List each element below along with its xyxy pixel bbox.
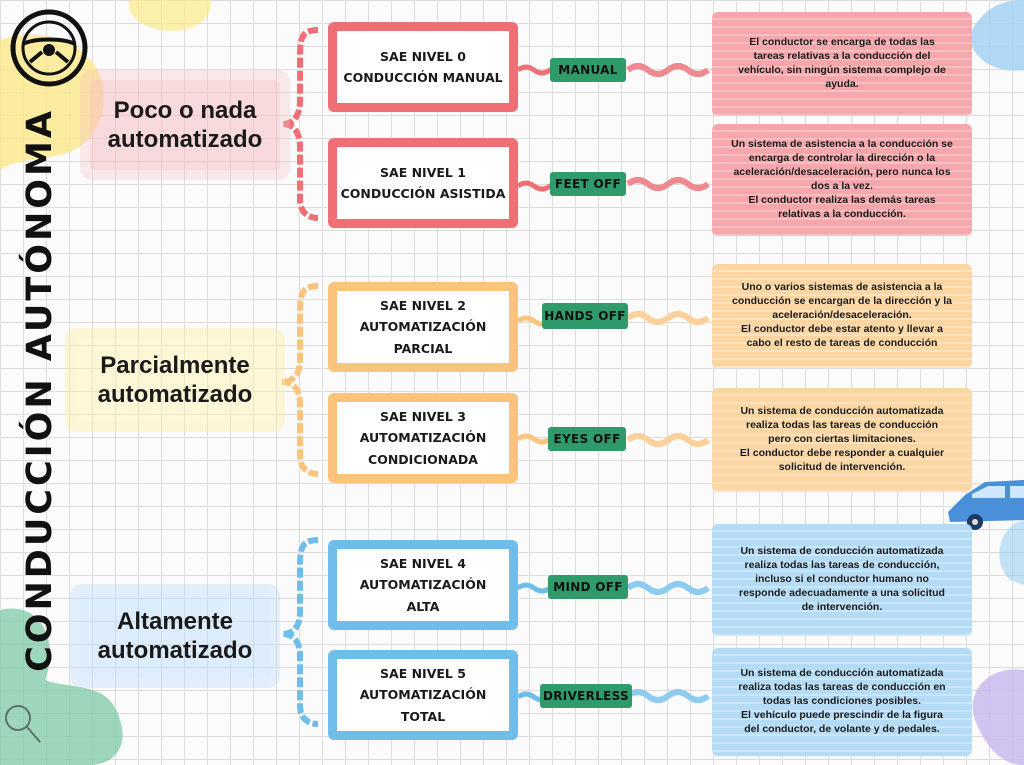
level-title: SAE NIVEL 0 xyxy=(380,48,466,64)
badge-mind-off: MIND OFF xyxy=(548,575,628,599)
level-title: SAE NIVEL 2 xyxy=(380,298,466,314)
main-title: CONDUCCIÓN AUTÓNOMA xyxy=(20,108,60,672)
level-title: SAE NIVEL 4 xyxy=(380,556,466,572)
desc-text: El conductor se encarga de todas las tareas relativas a la conducción del vehículo, sin ningún sistema complejo de ayuda. xyxy=(738,36,946,90)
badge-eyes-off: EYES OFF xyxy=(548,427,626,451)
level-subtitle: AUTOMATIZACIÓN xyxy=(359,577,487,593)
brace-red xyxy=(282,30,318,218)
desc-level-4 xyxy=(712,524,972,636)
desc-level-5 xyxy=(712,648,972,756)
level-subtitle: CONDUCCIÓN ASISTIDA xyxy=(340,186,506,201)
level-subtitle-2: CONDICIONADA xyxy=(368,451,478,467)
group-label-text: Parcialmente automatizado xyxy=(97,351,253,408)
group-label-alto xyxy=(80,594,270,678)
level-2-box xyxy=(328,282,518,372)
level-subtitle: AUTOMATIZACIÓN xyxy=(359,319,487,335)
desc-level-3 xyxy=(712,388,972,492)
level-subtitle-2: PARCIAL xyxy=(393,340,453,356)
level-subtitle-2: ALTA xyxy=(406,598,440,614)
level-title: SAE NIVEL 3 xyxy=(380,409,466,425)
group-label-parcial xyxy=(75,338,275,422)
blob-blue-bottom-right xyxy=(999,520,1024,585)
desc-text: Un sistema de asistencia a la conducción se encarga de controlar la dirección o la aceleración/desaceleración, pero nunca los dos a la vez. El conductor realiza las demás tareas relativas a la conducción. xyxy=(731,138,953,220)
level-subtitle: CONDUCCIÓN MANUAL xyxy=(343,70,503,85)
group-label-poco xyxy=(90,80,280,170)
desc-text: Un sistema de conducción automatizada realiza todas las tareas de conducción en todas las condiciones posibles. El vehículo puede prescindir de la figura del conductor, de volante y de pedales. xyxy=(738,667,946,735)
desc-level-1 xyxy=(712,124,972,236)
level-title: SAE NIVEL 1 xyxy=(380,164,466,180)
badge-feet-off: FEET OFF xyxy=(550,172,626,196)
blob-purple-bottom-right xyxy=(973,669,1024,765)
level-subtitle-2: TOTAL xyxy=(400,708,446,724)
group-label-text: Altamente automatizado xyxy=(97,607,253,664)
desc-text: Uno o varios sistemas de asistencia a la conducción se encargan de la dirección y la aceleración/desaceleración. El conductor debe estar atento y llevar a cabo el resto de tareas de conducción xyxy=(732,281,952,349)
steering-wheel-icon xyxy=(13,12,85,84)
level-subtitle: AUTOMATIZACIÓN xyxy=(359,430,487,446)
desc-level-2 xyxy=(712,264,972,368)
brace-orange xyxy=(282,286,318,474)
level-4-box xyxy=(328,540,518,630)
badge-driverless: DRIVERLESS xyxy=(540,684,632,708)
blob-blue-top-right xyxy=(971,0,1024,71)
level-0-box xyxy=(328,22,518,112)
badge-manual: MANUAL xyxy=(550,58,626,82)
badge-hands-off: HANDS OFF xyxy=(542,303,628,329)
level-1-box xyxy=(328,138,518,228)
group-label-text: Poco o nada automatizado xyxy=(107,96,263,153)
desc-text: Un sistema de conducción automatizada realiza todas las tareas de conducción pero con ciertas limitaciones. El conductor debe responder a cualquier solicitud de intervención. xyxy=(739,405,945,473)
blob-yellow-top xyxy=(129,0,211,31)
level-title: SAE NIVEL 5 xyxy=(380,666,466,682)
desc-text: Un sistema de conducción automatizada realiza todas las tareas de conducción, incluso si el conductor humano no responde adecuadamente a una solicitud de intervención. xyxy=(739,545,945,613)
desc-level-0 xyxy=(712,12,972,116)
level-subtitle: AUTOMATIZACIÓN xyxy=(359,687,487,703)
level-5-box xyxy=(328,650,518,740)
brace-blue xyxy=(282,540,318,724)
level-3-box xyxy=(328,393,518,483)
